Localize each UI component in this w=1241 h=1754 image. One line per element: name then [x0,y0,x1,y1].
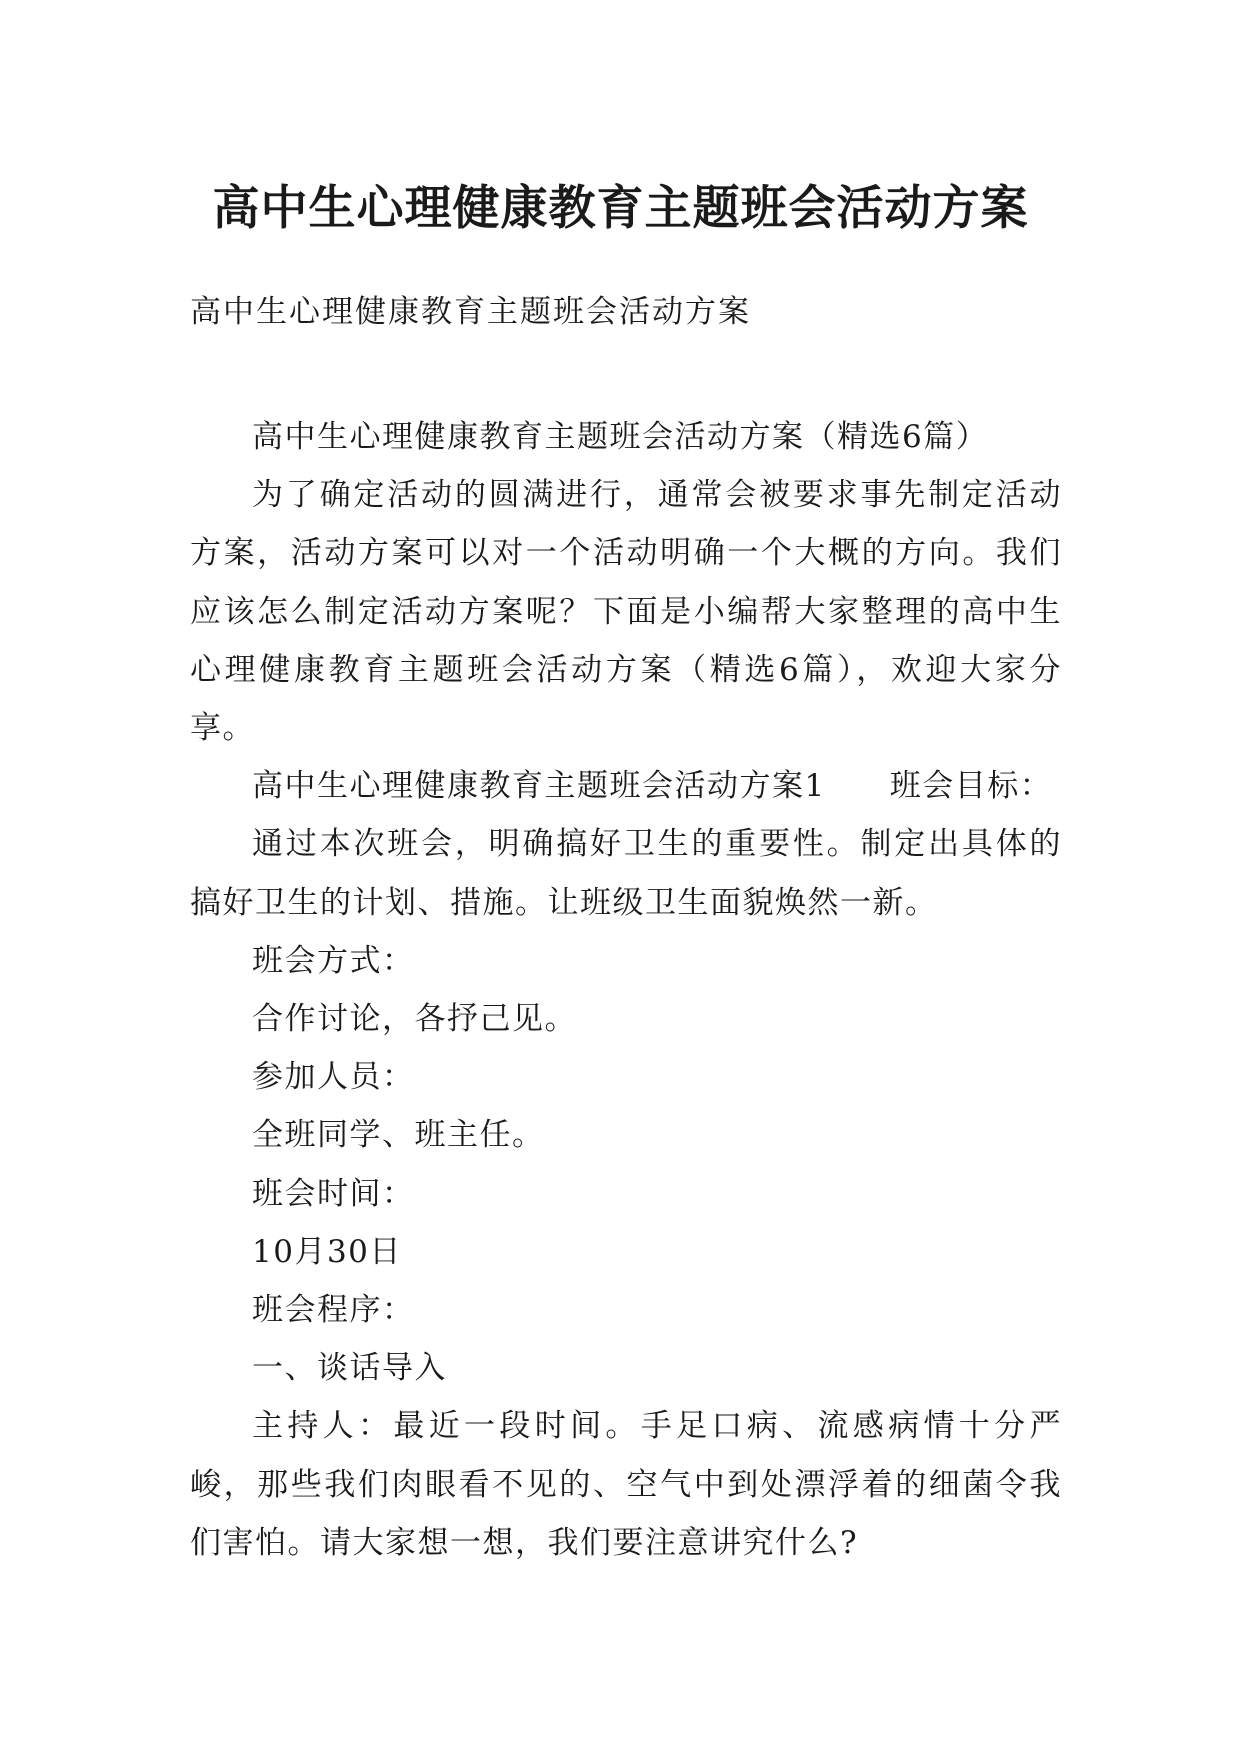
procedure-label: 班会程序： [252,1292,415,1329]
goal-label: 班会目标： [889,768,1053,805]
participants-label: 参加人员： [252,1059,415,1096]
step1-heading: 一、谈话导入 [252,1350,447,1387]
time-paragraph: 10月30日 [252,1233,402,1270]
document-subtitle: 高中生心理健康教育主题班会活动方案 [190,294,751,330]
intro-paragraph: 为了确定活动的圆满进行，通常会被要求事先制定活动方案，活动方案可以对一个活动明确一个大概的方向。我们应该怎么制定活动方案呢？下面是小编帮大家整理的高中生心理健康教育主题班会活动方案（精选6篇），欢迎大家分享。 [190,477,1062,747]
plan1-heading: 高中生心理健康教育主题班会活动方案1 [252,768,826,805]
plan1-heading-line [190,757,1062,815]
document-title: 高中生心理健康教育主题班会活动方案 [212,181,1029,237]
method-label: 班会方式： [252,942,415,979]
time-label: 班会时间： [252,1175,415,1212]
participants-paragraph: 全班同学、班主任。 [252,1117,545,1154]
document-body [190,408,1062,1572]
method-paragraph: 合作讨论，各抒己见。 [252,1001,577,1038]
host-paragraph: 主持人：最近一段时间。手足口病、流感病情十分严峻，那些我们肉眼看不见的、空气中到处漂浮着的细菌令我们害怕。请大家想一想，我们要注意讲究什么? [190,1408,1062,1561]
intro-heading: 高中生心理健康教育主题班会活动方案（精选6篇） [252,419,989,455]
goal-paragraph: 通过本次班会，明确搞好卫生的重要性。制定出具体的搞好卫生的计划、措施。让班级卫生面貌焕然一新。 [190,826,1062,921]
